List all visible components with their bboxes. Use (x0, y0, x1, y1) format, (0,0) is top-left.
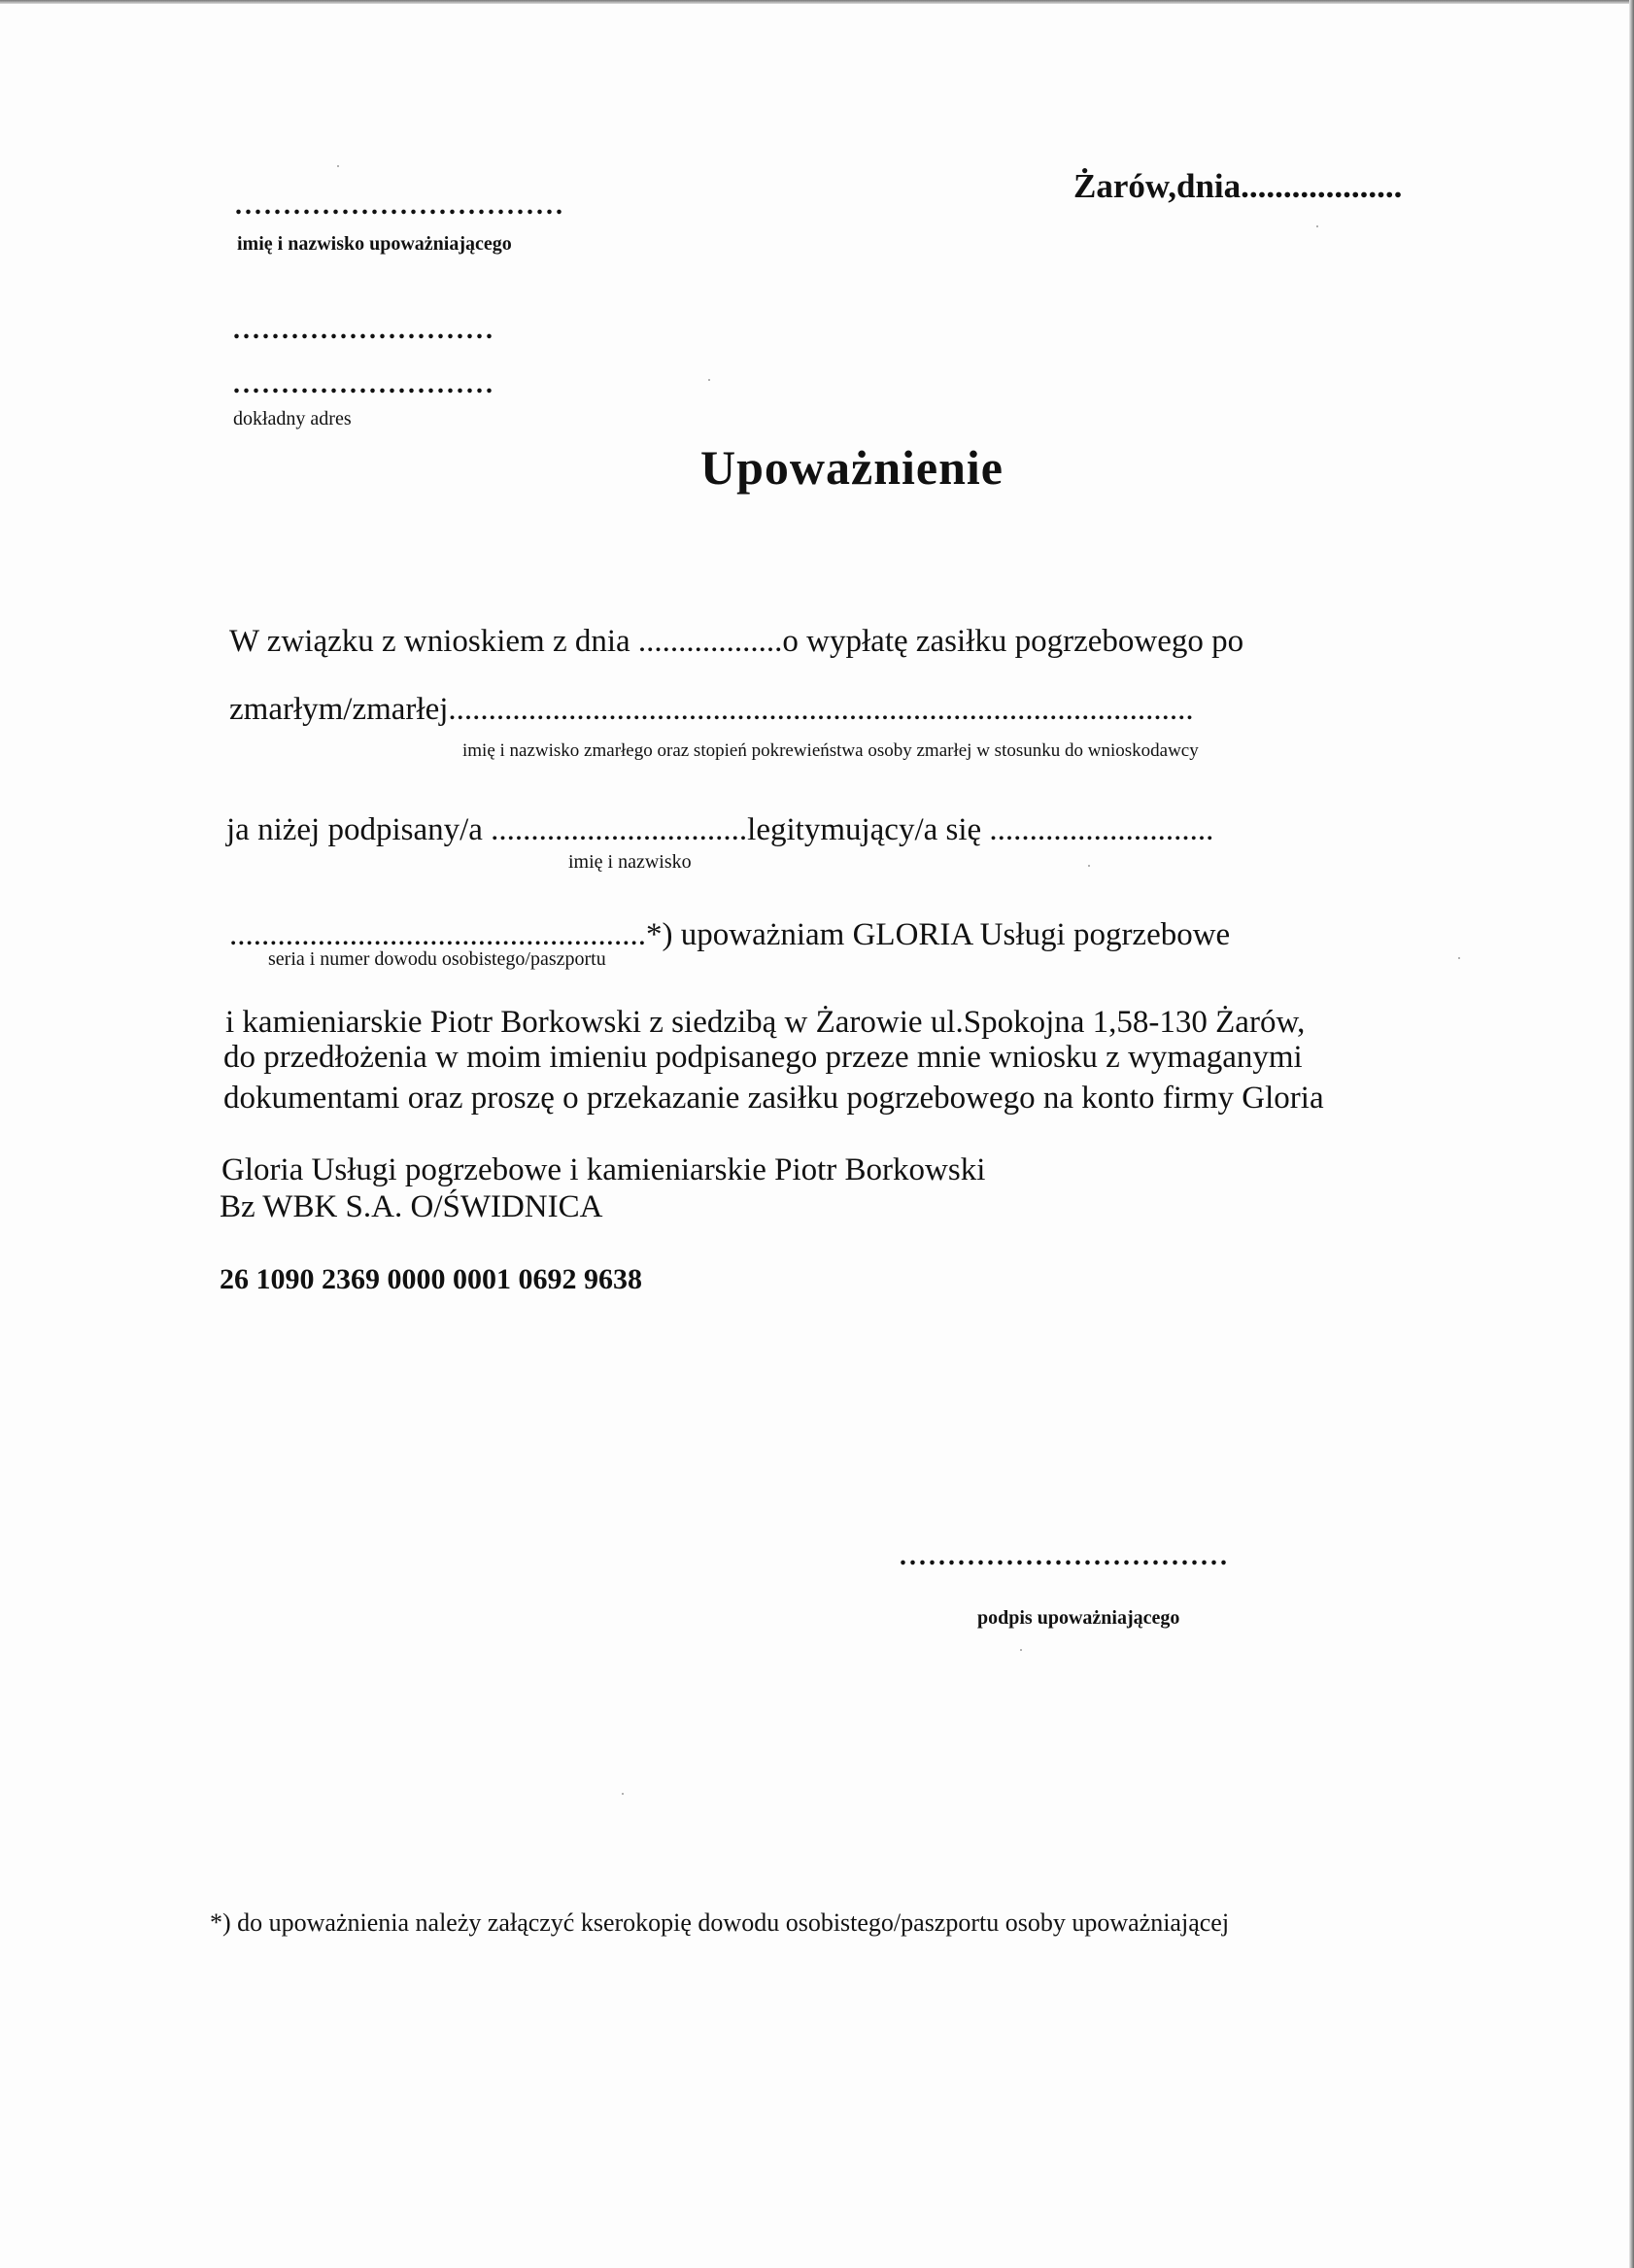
authorizer-name-caption: imię i nazwisko upoważniającego (237, 233, 512, 255)
signature-dots: .................................. (900, 1541, 1230, 1571)
footnote: *) do upoważnienia należy załączyć kserokopię dowodu osobistego/paszportu osoby upoważniającej (210, 1908, 1230, 1937)
deceased-caption: imię i nazwisko zmarłego oraz stopień pokrewieństwa osoby zmarłej w stosunku do wnioskodawcy (462, 740, 1199, 761)
place-date-field: Żarów,dnia................... (1073, 167, 1403, 205)
address-dots-1: ........................... (233, 315, 495, 345)
scan-speck (708, 379, 710, 381)
scan-speck (622, 1793, 624, 1795)
scan-speck (1088, 865, 1090, 867)
id-document-caption: seria i numer dowodu osobistego/paszportu (268, 948, 606, 970)
scan-speck (337, 165, 339, 167)
signatory-name-caption: imię i nazwisko (568, 851, 692, 873)
id-document-line: ....................................................*) upoważniam GLORIA Usługi pogrzebowe (229, 917, 1231, 952)
document-title: Upoważnienie (700, 440, 1004, 495)
address-dots-2: ........................... (233, 369, 495, 399)
signature-caption: podpis upoważniającego (977, 1607, 1180, 1629)
scan-speck (1458, 957, 1460, 959)
authorization-paragraph-line-3: dokumentami oraz proszę o przekazanie zasiłku pogrzebowego na konto firmy Gloria (223, 1081, 1324, 1116)
authorization-paragraph-line-1: i kamieniarskie Piotr Borkowski z siedzibą w Żarowie ul.Spokojna 1,58-130 Żarów, (225, 1005, 1306, 1040)
scan-edge-top (0, 0, 1634, 4)
authorization-paragraph-line-2: do przedłożenia w moim imieniu podpisanego przeze mnie wniosku z wymaganymi (223, 1040, 1303, 1075)
authorizer-name-dots: .................................. (235, 190, 565, 221)
scan-speck (1020, 1649, 1022, 1651)
scan-speck (1316, 225, 1318, 227)
scan-edge-right (1629, 0, 1634, 2268)
signatory-line: ja niżej podpisany/a ................................legitymujący/a się ............................ (226, 812, 1214, 847)
application-date-line: W związku z wnioskiem z dnia ..................o wypłatę zasiłku pogrzebowego po (229, 624, 1244, 659)
deceased-line: zmarłym/zmarłej............................................................................................. (229, 692, 1194, 727)
company-name: Gloria Usługi pogrzebowe i kamieniarskie Piotr Borkowski (221, 1152, 986, 1187)
bank-account-number: 26 1090 2369 0000 0001 0692 9638 (220, 1263, 642, 1295)
bank-name: Bz WBK S.A. O/ŚWIDNICA (220, 1189, 603, 1224)
address-caption: dokładny adres (233, 408, 352, 430)
